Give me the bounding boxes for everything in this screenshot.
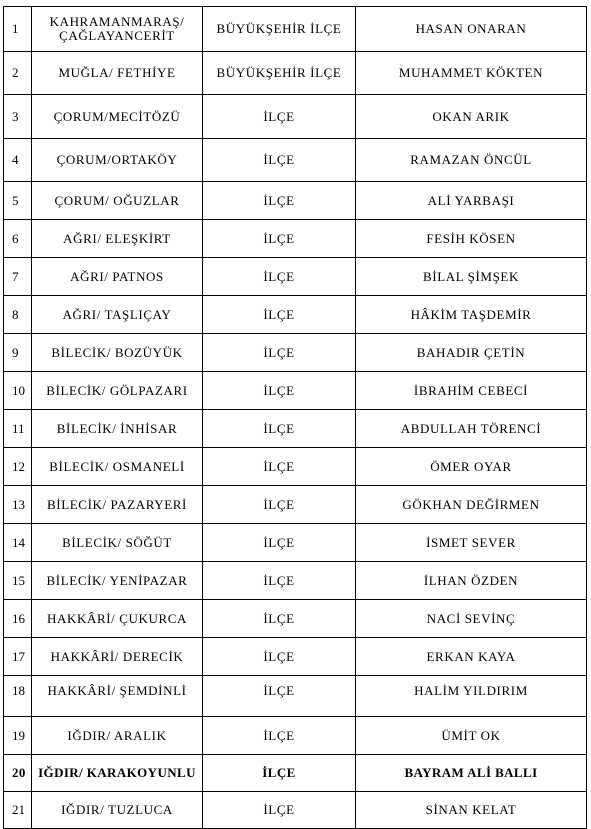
province-district-cell: BİLECİK/ BOZÜYÜK <box>32 334 203 372</box>
person-name-cell: İBRAHİM CEBECİ <box>356 372 587 410</box>
province-district-cell: MUĞLA/ FETHİYE <box>32 52 203 95</box>
table-row <box>4 258 587 296</box>
province-district-cell: BİLECİK/ OSMANELİ <box>32 448 203 486</box>
municipality-type-cell: İLÇE <box>203 95 356 139</box>
table-row <box>4 410 587 448</box>
person-name-cell: ABDULLAH TÖRENCİ <box>356 410 587 448</box>
row-number-cell: 21 <box>4 792 32 829</box>
table-row <box>4 182 587 220</box>
row-number-cell: 3 <box>4 95 32 139</box>
municipality-type-cell: İLÇE <box>203 524 356 562</box>
municipality-type-cell: İLÇE <box>203 562 356 600</box>
municipality-type-cell: İLÇE <box>203 755 356 792</box>
municipality-type-cell: İLÇE <box>203 139 356 182</box>
row-number-cell: 11 <box>4 410 32 448</box>
province-district-cell: KAHRAMANMARAŞ/ ÇAĞLAYANCERİT <box>32 7 203 52</box>
person-name-cell: İLHAN ÖZDEN <box>356 562 587 600</box>
province-district-cell: AĞRI/ TAŞLIÇAY <box>32 296 203 334</box>
person-name-cell: MUHAMMET KÖKTEN <box>356 52 587 95</box>
row-number-cell: 4 <box>4 139 32 182</box>
table-row <box>4 486 587 524</box>
appointments-table <box>3 6 587 829</box>
municipality-type-cell: İLÇE <box>203 372 356 410</box>
municipality-type-cell: İLÇE <box>203 600 356 638</box>
province-district-cell: ÇORUM/ORTAKÖY <box>32 139 203 182</box>
municipality-type-cell: İLÇE <box>203 296 356 334</box>
table-row <box>4 334 587 372</box>
table-row <box>4 524 587 562</box>
person-name-cell: İSMET SEVER <box>356 524 587 562</box>
municipality-type-cell: İLÇE <box>203 448 356 486</box>
municipality-type-cell: İLÇE <box>203 334 356 372</box>
row-number-cell: 5 <box>4 182 32 220</box>
table-row <box>4 448 587 486</box>
table-row <box>4 638 587 676</box>
province-district-cell: BİLECİK/ PAZARYERİ <box>32 486 203 524</box>
table-row <box>4 600 587 638</box>
table-row <box>4 792 587 829</box>
province-district-cell: IĞDIR/ KARAKOYUNLU <box>32 755 203 792</box>
province-district-cell: BİLECİK/ YENİPAZAR <box>32 562 203 600</box>
row-number-cell: 9 <box>4 334 32 372</box>
province-district-cell: BİLECİK/ İNHİSAR <box>32 410 203 448</box>
person-name-cell: NACİ SEVİNÇ <box>356 600 587 638</box>
row-number-cell: 10 <box>4 372 32 410</box>
row-number-cell: 12 <box>4 448 32 486</box>
province-district-cell: IĞDIR/ TUZLUCA <box>32 792 203 829</box>
municipality-type-cell: İLÇE <box>203 220 356 258</box>
row-number-cell: 13 <box>4 486 32 524</box>
person-name-cell: OKAN ARIK <box>356 95 587 139</box>
person-name-cell: ÖMER OYAR <box>356 448 587 486</box>
person-name-cell: GÖKHAN DEĞİRMEN <box>356 486 587 524</box>
table-row <box>4 755 587 792</box>
municipality-type-cell: BÜYÜKŞEHİR İLÇE <box>203 52 356 95</box>
province-district-cell: HAKKÂRİ/ ŞEMDİNLİ <box>32 676 203 717</box>
municipality-type-cell: İLÇE <box>203 717 356 755</box>
row-number-cell: 20 <box>4 755 32 792</box>
row-number-cell: 1 <box>4 7 32 52</box>
province-district-cell: AĞRI/ PATNOS <box>32 258 203 296</box>
person-name-cell: SİNAN KELAT <box>356 792 587 829</box>
province-district-cell: ÇORUM/ OĞUZLAR <box>32 182 203 220</box>
row-number-cell: 15 <box>4 562 32 600</box>
person-name-cell: HASAN ONARAN <box>356 7 587 52</box>
row-number-cell: 6 <box>4 220 32 258</box>
municipality-type-cell: İLÇE <box>203 638 356 676</box>
row-number-cell: 2 <box>4 52 32 95</box>
municipality-type-cell: İLÇE <box>203 792 356 829</box>
municipality-type-cell: İLÇE <box>203 182 356 220</box>
person-name-cell: HÂKİM TAŞDEMİR <box>356 296 587 334</box>
row-number-cell: 16 <box>4 600 32 638</box>
table-row <box>4 717 587 755</box>
table-row <box>4 296 587 334</box>
row-number-cell: 7 <box>4 258 32 296</box>
table-row <box>4 562 587 600</box>
province-district-cell: BİLECİK/ GÖLPAZARI <box>32 372 203 410</box>
province-district-cell: HAKKÂRİ/ DERECİK <box>32 638 203 676</box>
province-district-cell: IĞDIR/ ARALIK <box>32 717 203 755</box>
table-row <box>4 7 587 52</box>
province-district-cell: ÇORUM/MECİTÖZÜ <box>32 95 203 139</box>
municipality-type-cell: İLÇE <box>203 676 356 717</box>
person-name-cell: FESİH KÖSEN <box>356 220 587 258</box>
municipality-type-cell: İLÇE <box>203 410 356 448</box>
person-name-cell: ÜMİT OK <box>356 717 587 755</box>
row-number-cell: 17 <box>4 638 32 676</box>
person-name-cell: BAHADIR ÇETİN <box>356 334 587 372</box>
person-name-cell: BAYRAM ALİ BALLI <box>356 755 587 792</box>
table-row <box>4 139 587 182</box>
table-body <box>4 7 587 829</box>
person-name-cell: ERKAN KAYA <box>356 638 587 676</box>
person-name-cell: BİLAL ŞİMŞEK <box>356 258 587 296</box>
municipality-type-cell: BÜYÜKŞEHİR İLÇE <box>203 7 356 52</box>
row-number-cell: 8 <box>4 296 32 334</box>
province-district-cell: BİLECİK/ SÖĞÜT <box>32 524 203 562</box>
row-number-cell: 19 <box>4 717 32 755</box>
table-row <box>4 220 587 258</box>
province-district-cell: HAKKÂRİ/ ÇUKURCA <box>32 600 203 638</box>
row-number-cell: 18 <box>4 676 32 717</box>
table-row <box>4 95 587 139</box>
person-name-cell: RAMAZAN ÖNCÜL <box>356 139 587 182</box>
table-row <box>4 372 587 410</box>
province-district-cell: AĞRI/ ELEŞKİRT <box>32 220 203 258</box>
municipality-type-cell: İLÇE <box>203 486 356 524</box>
person-name-cell: HALİM YILDIRIM <box>356 676 587 717</box>
table-row <box>4 676 587 717</box>
table-row <box>4 52 587 95</box>
person-name-cell: ALİ YARBAŞI <box>356 182 587 220</box>
municipality-type-cell: İLÇE <box>203 258 356 296</box>
row-number-cell: 14 <box>4 524 32 562</box>
